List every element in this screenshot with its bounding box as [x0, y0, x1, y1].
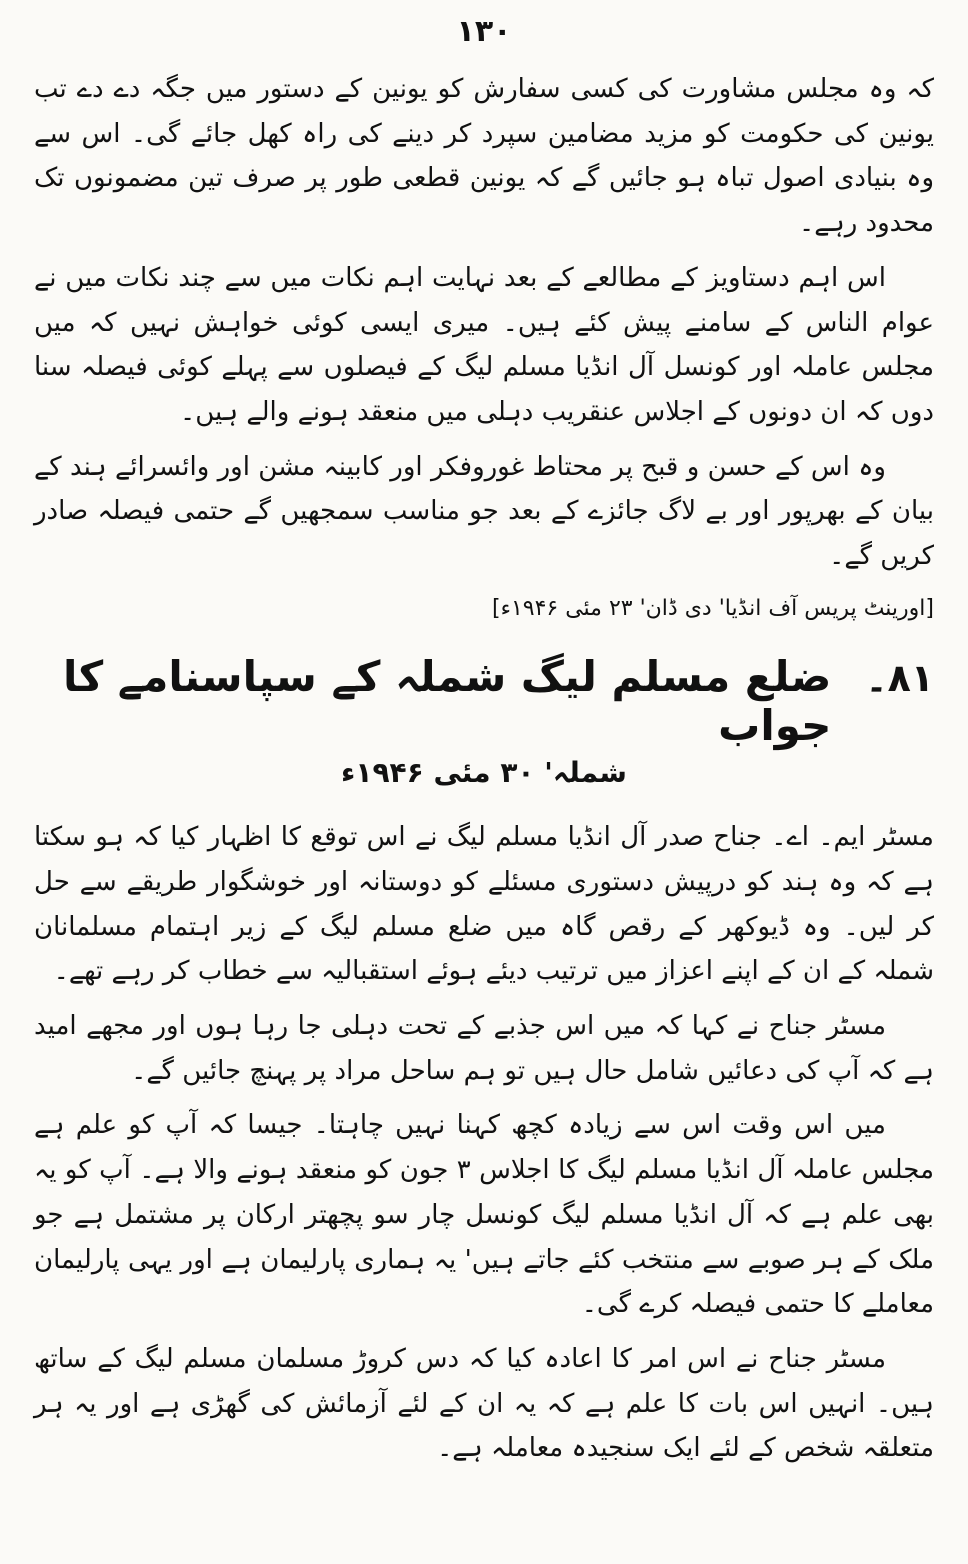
- paragraph: مسٹر جناح نے کہا کہ میں اس جذبے کے تحت دہلی جا رہا ہوں اور مجھے امید ہے کہ آپ کی دعائیں شامل حال ہیں تو ہم ساحل مراد پر پہنچ جائیں گے۔: [34, 1010, 934, 1086]
- second-section: [34, 652, 934, 1471]
- dateline: شملہ' ۳۰ مئی ۱۹۴۶ء: [341, 756, 627, 790]
- paragraph: وہ اس کے حسن و قبح پر محتاط غوروفکر اور کابینہ مشن اور وائسرائے ہند کے بیان کے بھرپور اور بے لاگ جائزے کے بعد جو مناسب سمجھیں گے حتمی فیصلہ صادر کریں گے۔: [34, 451, 934, 572]
- section-title: ضلع مسلم لیگ شملہ کے سپاسنامے کا جواب: [62, 652, 832, 751]
- paragraph: کہ وہ مجلس مشاورت کی کسی سفارش کو یونین کے دستور میں جگہ دے دے تب یونین کی حکومت کو مزید مضامین سپرد کر دینے کی راہ کھل جائے گی۔ اس سے وہ بنیادی اصول تباہ ہو جائیں گے کہ یونین قطعی طور پر صرف تین مضمونوں تک محدود رہے۔: [34, 74, 934, 239]
- paragraph: مسٹر جناح نے اس امر کا اعادہ کیا کہ دس کروڑ مسلمان مسلم لیگ کے ساتھ ہیں۔ انہیں اس بات کا علم ہے کہ یہ ان کے لئے آزمائش کی گھڑی ہے اور یہ ہر متعلقہ شخص کے لئے ایک سنجیدہ معاملہ ہے۔: [34, 1344, 934, 1464]
- paragraph: میں اس وقت اس سے زیادہ کچھ کہنا نہیں چاہتا۔ جیسا کہ آپ کو علم ہے مجلس عاملہ آل انڈیا مسلم لیگ کا اجلاس ۳ جون کو منعقد ہونے والا ہے۔ آپ کو یہ بھی علم ہے کہ آل انڈیا مسلم لیگ کونسل چار سو پچھتر ارکان پر مشتمل ہے جو ملک کے ہر صوبے سے منتخب کئے جاتے ہیں' یہ ہماری پارلیمان ہے اور یہی پارلیمان معاملے کا حتمی فیصلہ کرے گی۔: [34, 1110, 934, 1320]
- section-body: [34, 815, 934, 1471]
- paragraph: مسٹر ایم۔ اے۔ جناح صدر آل انڈیا مسلم لیگ نے اس توقع کا اظہار کیا کہ ہو سکتا ہے کہ وہ ہند کو درپیش دستوری مسئلے کو دوستانہ اور خوشگوار طریقے سے حل کر لیں۔ وہ ڈیوکھر کے رقص گاہ میں ضلع مسلم لیگ کے زیر اہتمام مسلمانان شملہ کے ان کے اپنے اعزاز میں ترتیب دیئے ہوئے استقبالیہ سے خطاب کر رہے تھے۔: [34, 822, 934, 987]
- section-number: ۸۱۔: [865, 656, 934, 701]
- source-citation: [اورینٹ پریس آف انڈیا' دی ڈان' ۲۳ مئی ۱۹۴۶ء]: [492, 595, 934, 621]
- section-heading: [34, 652, 934, 750]
- page-number: ۱۳۰: [456, 14, 512, 49]
- paragraph: اس اہم دستاویز کے مطالعے کے بعد نہایت اہم نکات میں سے چند نکات میں نے عوام الناس کے سامنے پیش کئے ہیں۔ میری ایسی کوئی خواہش نہیں کہ میں مجلس عاملہ اور کونسل آل انڈیا مسلم لیگ کے فیصلوں سے پہلے کوئی فیصلہ سنا دوں کہ ان دونوں کے اجلاس عنقریب دہلی میں منعقد ہونے والے ہیں۔: [34, 262, 934, 428]
- first-section: [34, 67, 934, 626]
